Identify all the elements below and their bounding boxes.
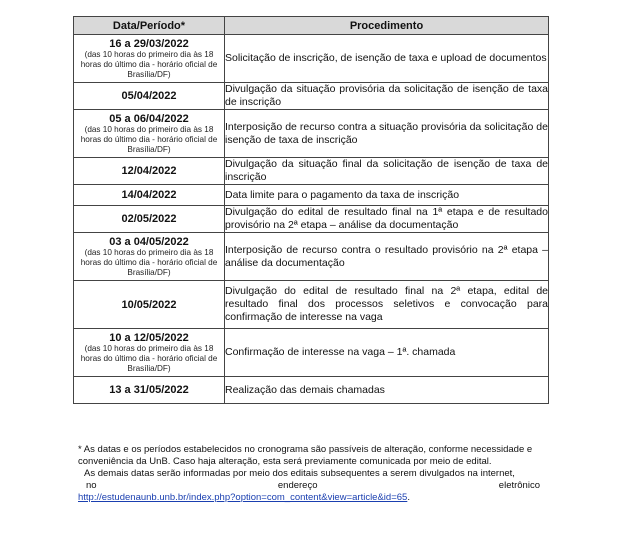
- date-text: 02/05/2022: [121, 213, 177, 225]
- table-header-row: [74, 17, 549, 35]
- procedure-cell: [225, 185, 549, 206]
- procedure-cell: [225, 83, 549, 110]
- date-cell: [74, 377, 225, 404]
- table-row: [74, 377, 549, 404]
- procedure-text: Divulgação do edital de resultado final na 1ª etapa e de resultado provisório na 2ª etapa – análise da documentação: [225, 206, 548, 231]
- footnote-word-endereco: endereço: [277, 480, 318, 491]
- procedure-cell: [225, 329, 549, 377]
- date-note: (das 10 horas do primeiro dia às 18 horas do último dia - horário oficial de Brasília/DF): [80, 49, 218, 79]
- procedure-text: Divulgação da situação final da solicitação de isenção de taxa de inscrição: [225, 158, 548, 183]
- procedure-cell: [225, 158, 549, 185]
- date-cell: [74, 233, 225, 281]
- date-cell: [74, 83, 225, 110]
- date-note: (das 10 horas do primeiro dia às 18 horas do último dia - horário oficial de Brasília/DF): [80, 247, 218, 277]
- date-note: (das 10 horas do primeiro dia às 18 horas do último dia - horário oficial de Brasília/DF): [80, 124, 218, 154]
- procedure-text: Data limite para o pagamento da taxa de inscrição: [225, 188, 460, 201]
- table-row: [74, 233, 549, 281]
- date-cell: [74, 185, 225, 206]
- procedure-text: Interposição de recurso contra o resultado provisório na 2ª etapa – análise da documentação: [225, 243, 548, 269]
- procedure-cell: [225, 35, 549, 83]
- estudenaunb-link[interactable]: http://estudenaunb.unb.br/index.php?option=com_content&view=article&id=65: [78, 492, 408, 503]
- date-cell: [74, 206, 225, 233]
- schedule-table: [73, 16, 549, 404]
- date-cell: [74, 158, 225, 185]
- procedure-cell: [225, 110, 549, 158]
- header-procedure: Procedimento: [225, 17, 549, 35]
- footnote: [78, 444, 540, 504]
- table-row: [74, 206, 549, 233]
- date-text: 10 a 12/05/2022: [109, 331, 189, 344]
- procedure-text: Divulgação da situação provisória da solicitação de isenção de taxa de inscrição: [225, 83, 548, 108]
- table-row: [74, 110, 549, 158]
- table-row: [74, 35, 549, 83]
- procedure-cell: [225, 233, 549, 281]
- header-date: Data/Período*: [74, 17, 225, 35]
- procedure-text: Realização das demais chamadas: [225, 383, 385, 396]
- date-text: 05 a 06/04/2022: [109, 112, 189, 125]
- footnote-line-1: * As datas e os períodos estabelecidos no cronograma são passíveis de alteração, conforme necessidade e conveniência da UnB. Caso haja alteração, esta será previamente comunicada por meio de edital.: [78, 444, 533, 467]
- date-text: 13 a 31/05/2022: [109, 384, 189, 396]
- date-cell: [74, 110, 225, 158]
- procedure-text: Divulgação do edital de resultado final na 2ª etapa, edital de resultado final dos processos seletivos e convocação para confirmação de interesse na vaga: [225, 285, 548, 323]
- procedure-text: Confirmação de interesse na vaga – 1ª. chamada: [225, 346, 456, 358]
- table-row: [74, 158, 549, 185]
- footnote-link-suffix: .: [407, 492, 410, 503]
- table-row: [74, 83, 549, 110]
- procedure-cell: [225, 206, 549, 233]
- table-row: [74, 185, 549, 206]
- procedure-cell: [225, 377, 549, 404]
- procedure-cell: [225, 281, 549, 329]
- footnote-line-4: [78, 492, 540, 504]
- table-row: [74, 329, 549, 377]
- footnote-line-3: [78, 480, 540, 492]
- date-cell: [74, 281, 225, 329]
- procedure-text: Solicitação de inscrição, de isenção de taxa e upload de documentos: [225, 52, 547, 64]
- date-note: (das 10 horas do primeiro dia às 18 horas do último dia - horário oficial de Brasília/DF): [80, 343, 218, 373]
- date-cell: [74, 35, 225, 83]
- date-cell: [74, 329, 225, 377]
- footnote-word-eletronico: eletrônico: [498, 480, 540, 491]
- date-text: 03 a 04/05/2022: [109, 235, 189, 248]
- table-row: [74, 281, 549, 329]
- date-text: 16 a 29/03/2022: [109, 37, 189, 50]
- date-text: 14/04/2022: [121, 189, 177, 201]
- footnote-line-2: As demais datas serão informadas por meio dos editais subsequentes a serem divulgados na internet,: [84, 468, 515, 479]
- date-text: 10/05/2022: [121, 298, 177, 311]
- procedure-text: Interposição de recurso contra a situação provisória da solicitação de isenção de taxa de inscrição: [225, 120, 548, 146]
- footnote-word-no: no: [86, 480, 97, 491]
- date-text: 12/04/2022: [121, 165, 177, 177]
- date-text: 05/04/2022: [121, 90, 177, 102]
